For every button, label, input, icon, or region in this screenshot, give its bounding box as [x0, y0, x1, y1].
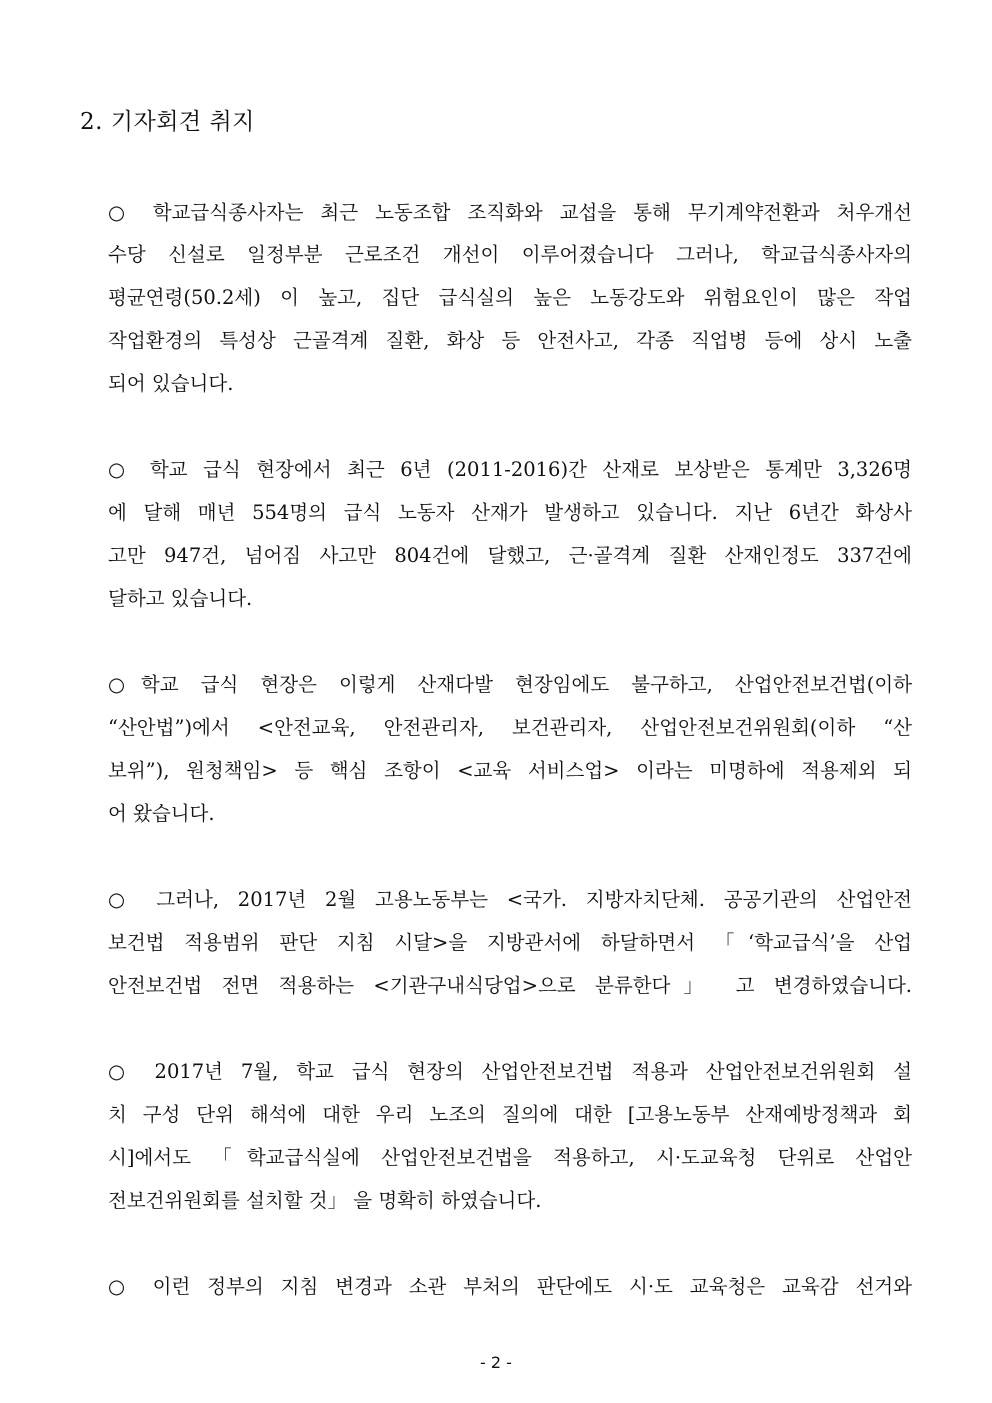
paragraph-3-line-4: 어 왔습니다.: [108, 802, 215, 825]
paragraph-2-line-3: 고만 947건, 넘어짐 사고만 804건에 달했고, 근·골격계 질환 산재인정도 337건에: [108, 544, 912, 567]
paragraph-2-line-1: ○ 학교 급식 현장에서 최근 6년 (2011-2016)간 산재로 보상받은 통계만 3,326명: [108, 458, 912, 481]
paragraph-1-line-1: ○ 학교급식종사자는 최근 노동조합 조직화와 교섭을 통해 무기계약전환과 처우개선: [108, 201, 912, 224]
paragraph-1-line-3: 평균연령(50.2세) 이 높고, 집단 급식실의 높은 노동강도와 위험요인이 많은 작업: [108, 286, 912, 309]
paragraph-4-line-1: ○ 그러나, 2017년 2월 고용노동부는 <국가. 지방자치단체. 공공기관의 산업안전: [108, 888, 912, 911]
paragraph-4-line-3: 안전보건법 전면 적용하는 <기관구내식당업>으로 분류한다」 고 변경하였습니다.: [108, 974, 912, 997]
paragraph-5-line-4: 전보건위원회를 설치할 것」 을 명확히 하였습니다.: [108, 1189, 542, 1212]
paragraph-1-line-5: 되어 있습니다.: [108, 372, 234, 395]
paragraph-2-line-2: 에 달해 매년 554명의 급식 노동자 산재가 발생하고 있습니다. 지난 6년간 화상사: [108, 501, 912, 524]
paragraph-5-line-3: 시]에서도 「학교급식실에 산업안전보건법을 적용하고, 시·도교육청 단위로 산업안: [108, 1146, 912, 1169]
paragraph-2-line-4: 달하고 있습니다.: [108, 587, 253, 610]
page-number: - 2 -: [480, 1353, 512, 1372]
paragraph-1-line-4: 작업환경의 특성상 근골격계 질환, 화상 등 안전사고, 각종 직업병 등에 상시 노출: [108, 329, 912, 352]
paragraph-6-line-1: ○ 이런 정부의 지침 변경과 소관 부처의 판단에도 시·도 교육청은 교육감 선거와: [108, 1275, 912, 1298]
paragraph-3-line-3: 보위”), 원청책임> 등 핵심 조항이 <교육 서비스업> 이라는 미명하에 적용제외 되: [108, 759, 912, 782]
section-heading: 2. 기자회견 취지: [80, 109, 255, 135]
paragraph-5-line-1: ○ 2017년 7월, 학교 급식 현장의 산업안전보건법 적용과 산업안전보건위원회 설: [108, 1060, 912, 1083]
paragraph-1-line-2: 수당 신설로 일정부분 근로조건 개선이 이루어졌습니다 그러나, 학교급식종사자의: [108, 243, 912, 266]
paragraph-3-line-1: ○학교 급식 현장은 이렇게 산재다발 현장임에도 불구하고, 산업안전보건법(이하: [108, 673, 912, 696]
paragraph-4-line-2: 보건법 적용범위 판단 지침 시달>을 지방관서에 하달하면서 「‘학교급식’을 산업: [108, 931, 912, 954]
paragraph-5-line-2: 치 구성 단위 해석에 대한 우리 노조의 질의에 대한 [고용노동부 산재예방정책과 회: [108, 1103, 912, 1126]
paragraph-3-line-2: “산안법”)에서 <안전교육, 안전관리자, 보건관리자, 산업안전보건위원회(이하 “산: [108, 716, 912, 739]
